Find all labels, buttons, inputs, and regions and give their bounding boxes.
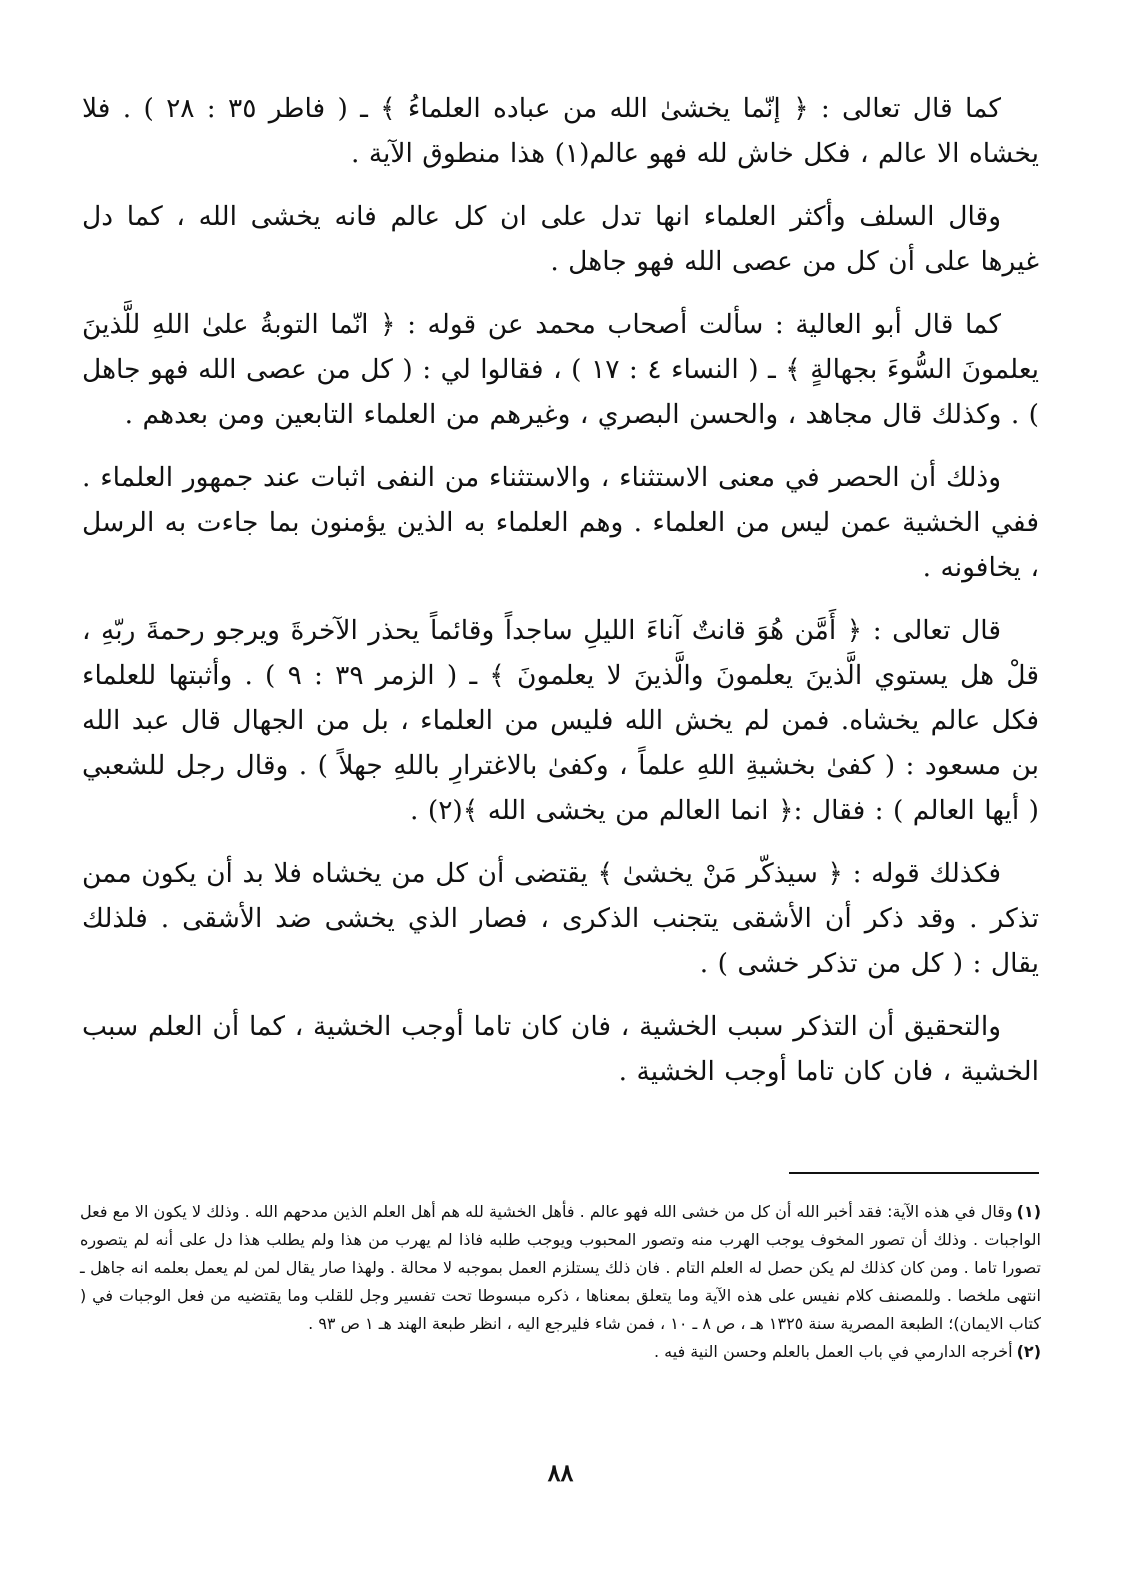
footnote-2 bbox=[80, 1338, 1041, 1366]
paragraph-4: وذلك أن الحصر في معنى الاستثناء ، والاستثناء من النفى اثبات عند جمهور العلماء . ففي الخشية عمن ليس من العلماء . وهم العلماء به الذين يؤمنون بما جاءت به الرسل ، يخافونه . bbox=[82, 462, 1039, 583]
footnote-1 bbox=[80, 1198, 1041, 1338]
footnote-2-number: (٢) bbox=[1016, 1342, 1041, 1361]
paragraph-3: كما قال أبو العالية : سألت أصحاب محمد عن قوله : ﴿ انّما التوبةُ علىٰ اللهِ للَّذينَ يعلمونَ السُّوءَ بجهالةٍ ﴾ ـ ( النساء ٤ : ١٧ ) ، فقالوا لي : ( كل من عصى الله فهو جاهل ) . وكذلك قال مجاهد ، والحسن البصري ، وغيرهم من العلماء التابعين ومن بعدهم . bbox=[82, 309, 1039, 430]
footnote-divider bbox=[789, 1172, 1039, 1174]
footnotes bbox=[80, 1198, 1041, 1366]
footnote-1-text: وقال في هذه الآية: فقد أخبر الله أن كل من خشى الله فهو عالم . فأهل الخشية لله هم أهل العلم الذين مدحهم الله . وذلك لا يكون الا مع فعل الواجبات . وذلك أن تصور المخوف يوجب الهرب منه وتصور المحبوب ويوجب طلبه فاذا لم يهرب من هذا ولم يطلب هذا دل على أنه لم يتصوره تصورا تاما . ومن كان كذلك لم يكن حصل له العلم التام . فان ذلك يستلزم العمل بموجبه لا محالة . ولهذا صار يقال لمن لم يعمل بعلمه انه جاهل ـ انتهى ملخصا . وللمصنف كلام نفيس على هذه الآية وما يتعلق بمعناها ، ذكره مبسوطا تحت تفسير وجل للقلب وما يقتضيه من فعل الوجبات في ( كتاب الايمان)؛ الطبعة المصرية سنة ١٣٢٥ هـ ، ص ٨ ـ ١٠ ، فمن شاء فليرجع اليه ، انظر طبعة الهند هـ ١ ص ٩٣ . bbox=[80, 1202, 1041, 1333]
page-number: ٨٨ bbox=[547, 1458, 574, 1487]
footnote-1-number: (١) bbox=[1016, 1202, 1041, 1221]
footnote-2-text: أخرجه الدارمي في باب العمل بالعلم وحسن النية فيه . bbox=[653, 1342, 1013, 1361]
paragraph-5: قال تعالى : ﴿ أَمَّن هُوَ قانتٌ آناءَ الليلِ ساجداً وقائماً يحذر الآخرةَ ويرجو رحمةَ ربّهِ ، قلْ هل يستوي الَّذينَ يعلمونَ والَّذينَ لا يعلمونَ ﴾ ـ ( الزمر ٣٩ : ٩ ) . وأثبتها للعلماء فكل عالم يخشاه. فمن لم يخش الله فليس من العلماء ، بل من الجهال قال عبد الله بن مسعود : ( كفىٰ بخشيةِ اللهِ علماً ، وكفىٰ بالاغترارِ باللهِ جهلاً ) . وقال رجل للشعبي ( أيها العالم ) : فقال :﴿ انما العالم من يخشى الله ﴾(٢) . bbox=[82, 615, 1039, 826]
paragraph-2: وقال السلف وأكثر العلماء انها تدل على ان كل عالم فانه يخشى الله ، كما دل غيرها على أن كل من عصى الله فهو جاهل . bbox=[82, 201, 1039, 277]
main-text bbox=[82, 86, 1039, 1112]
paragraph-1: كما قال تعالى : ﴿ إنّما يخشىٰ الله من عباده العلماءُ ﴾ ـ ( فاطر ٣٥ : ٢٨ ) . فلا يخشاه الا عالم ، فكل خاش لله فهو عالم(١) هذا منطوق الآية . bbox=[82, 93, 1039, 169]
paragraph-7: والتحقيق أن التذكر سبب الخشية ، فان كان تاما أوجب الخشية ، كما أن العلم سبب الخشية ، فان كان تاما أوجب الخشية . bbox=[82, 1011, 1039, 1087]
paragraph-6: فكذلك قوله : ﴿ سيذكّر مَنْ يخشىٰ ﴾ يقتضى أن كل من يخشاه فلا بد أن يكون ممن تذكر . وقد ذكر أن الأشقى يتجنب الذكرى ، فصار الذي يخشى ضد الأشقى . فلذلك يقال : ( كل من تذكر خشى ) . bbox=[82, 858, 1039, 979]
